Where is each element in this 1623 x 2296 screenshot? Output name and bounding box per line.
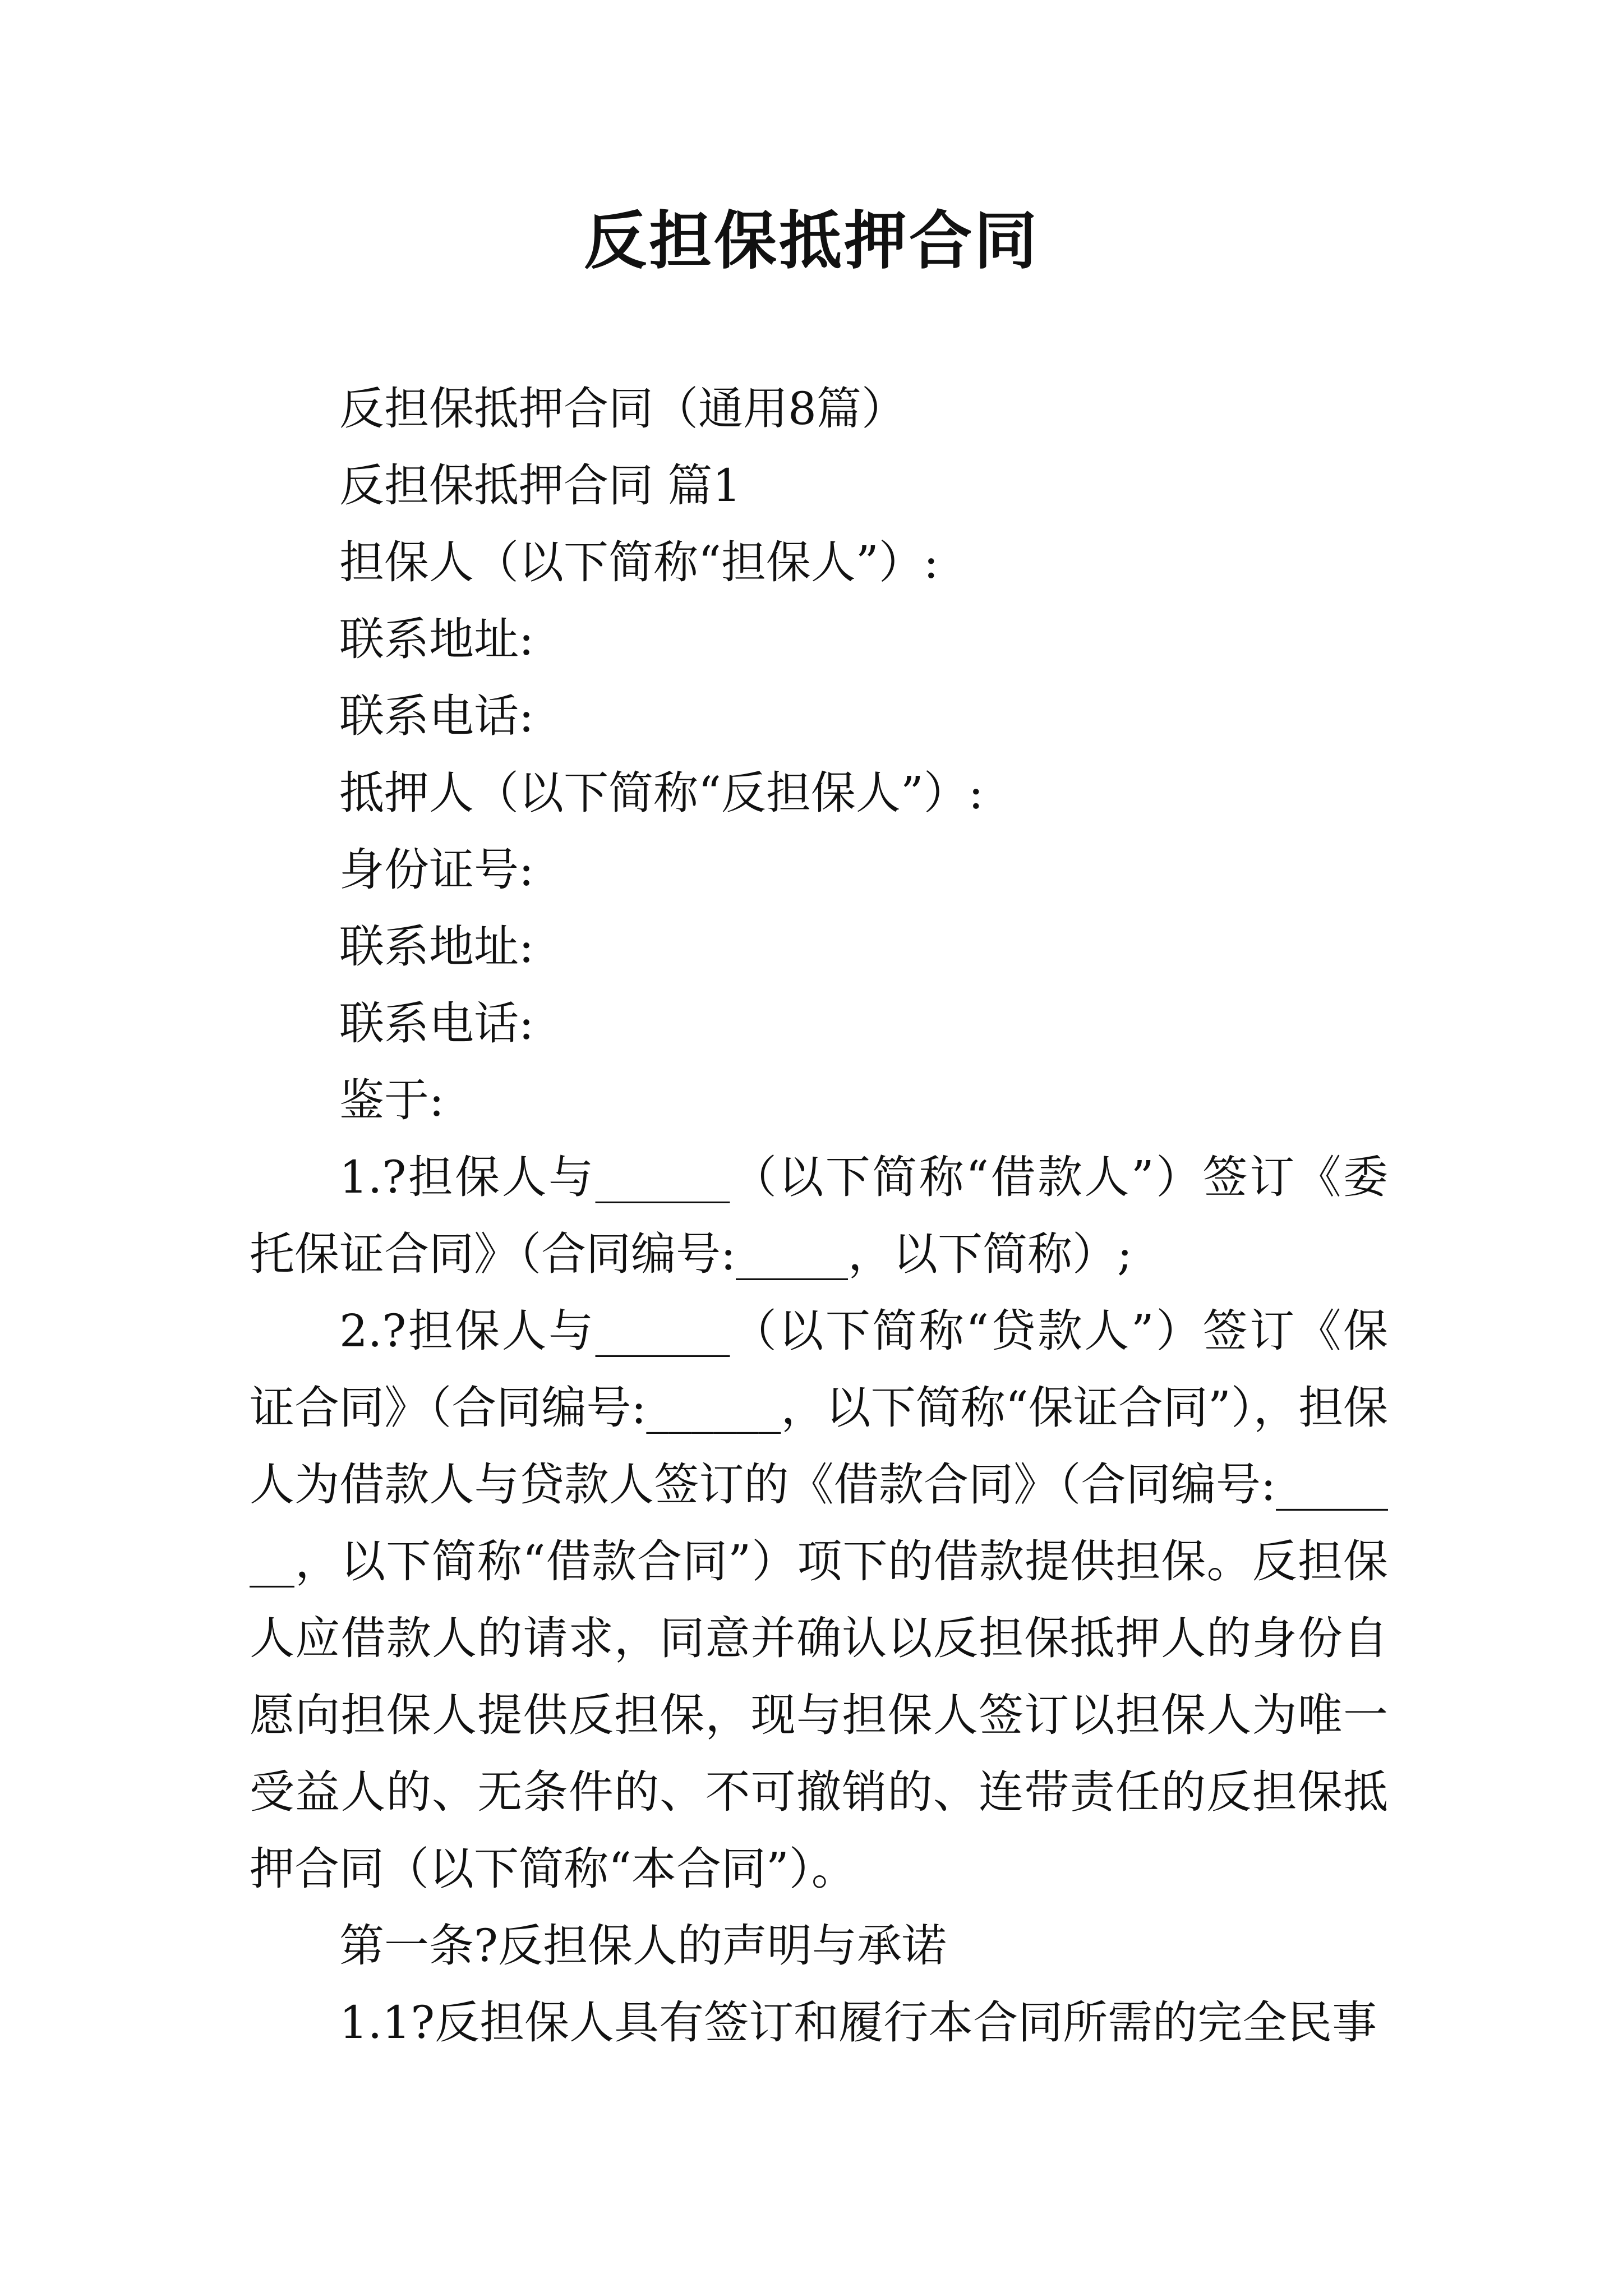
id-number-line: 身份证号:	[339, 844, 534, 896]
whereas-line: 鉴于:	[339, 1074, 444, 1126]
mortgagor-address-line: 联系地址:	[339, 921, 534, 973]
clause-1-1: 1.1?反担保人具有签订和履行本合同所需的完全民事	[339, 1996, 1377, 2049]
recital-2: 2.?担保人与______（以下简称“贷款人”）签订《保证合同》（合同编号:______，以下简称“保证合同”），担保人为借款人与贷款人签订的《借款合同》（合同编号:_______，以下简称“借款合同”）项下的借款提供担保。反担保人应借款人的请求，同意并确认以反担保抵押人的身份自愿向担保人提供反担保，现与担保人签订以担保人为唯一受益人的、无条件的、不可撤销的、连带责任的反担保抵押合同（以下简称“本合同”）。	[250, 1305, 1388, 1895]
document-title: 反担保抵押合同	[584, 204, 1039, 278]
guarantor-line: 担保人（以下简称“担保人”）:	[339, 536, 939, 588]
guarantor-phone-line: 联系电话:	[339, 690, 534, 742]
guarantor-address-line: 联系地址:	[339, 613, 534, 665]
mortgagor-line: 抵押人（以下简称“反担保人”）:	[339, 767, 984, 819]
recital-1: 1.?担保人与______（以下简称“借款人”）签订《委托保证合同》（合同编号:_____，以下简称）;	[250, 1151, 1388, 1280]
subtitle-line: 反担保抵押合同（通用8篇）	[339, 383, 906, 435]
mortgagor-phone-line: 联系电话:	[339, 997, 534, 1050]
article-1-heading: 第一条?反担保人的声明与承诺	[339, 1920, 947, 1972]
document-body	[250, 370, 1388, 2061]
section-heading: 反担保抵押合同 篇1	[339, 459, 741, 512]
